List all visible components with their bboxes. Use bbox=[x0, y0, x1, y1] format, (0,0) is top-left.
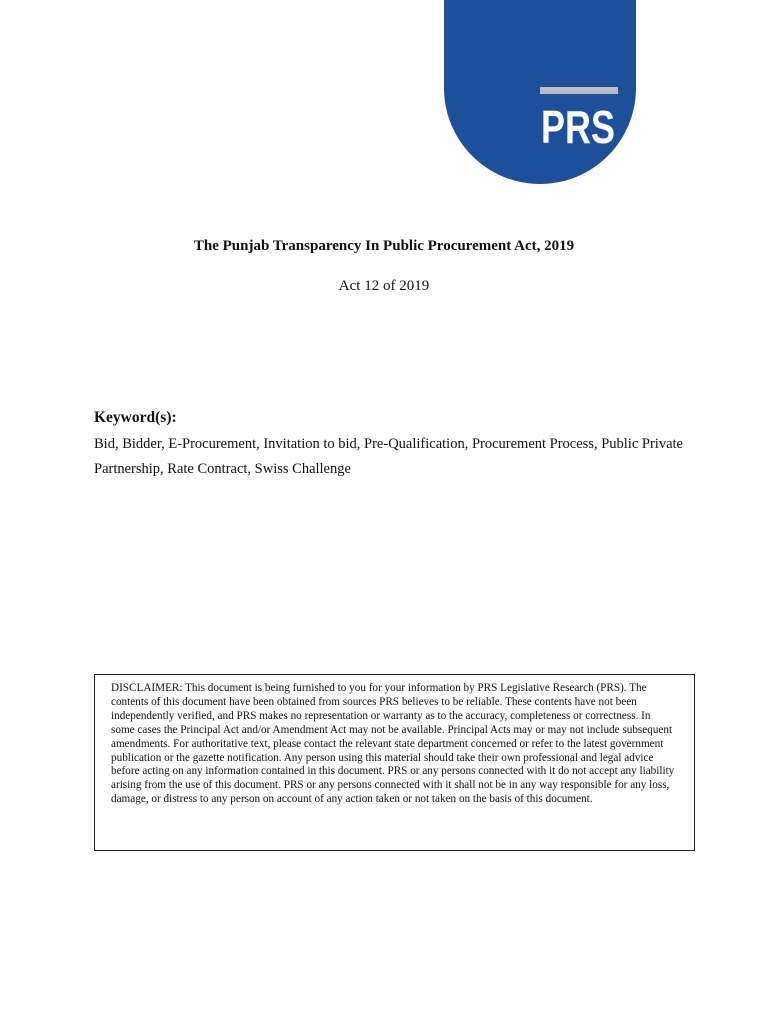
document-title: The Punjab Transparency In Public Procurement Act, 2019 bbox=[193, 238, 575, 254]
prs-logo-text: PRS bbox=[541, 101, 615, 153]
disclaimer-box bbox=[94, 674, 695, 851]
act-number: Act 12 of 2019 bbox=[338, 278, 430, 294]
prs-logo-graphic bbox=[444, 0, 636, 186]
disclaimer-text: DISCLAIMER: This document is being furnished to you for your information by PRS Legislative Research (PRS). The contents of this document have been obtained from sources PRS believes to be reliable. These contents have not been independently verified, and PRS makes no representation or warranty as to the accuracy, completeness or correctness. In some cases the Principal Act and/or Amendment Act may not be available. Principal Acts may or may not include subsequent amendments. For authoritative text, please contact the relevant state department concerned or refer to the latest government publication or the gazette notification. Any person using this material should take their own professional and legal advice before acting on any information contained in this document. PRS or any persons connected with it do not accept any liability arising from the use of this document. PRS or any persons connected with it shall not be in any way responsible for any loss, damage, or distress to any person on account of any action taken or not taken on the basis of this document. bbox=[111, 682, 675, 806]
keywords-heading: Keyword(s): bbox=[94, 409, 177, 426]
prs-logo bbox=[444, 0, 636, 186]
keywords-list: Bid, Bidder, E-Procurement, Invitation to bid, Pre-Qualification, Procurement Process, Public Private Partnership, Rate Contract, Swiss Challenge bbox=[94, 436, 683, 477]
